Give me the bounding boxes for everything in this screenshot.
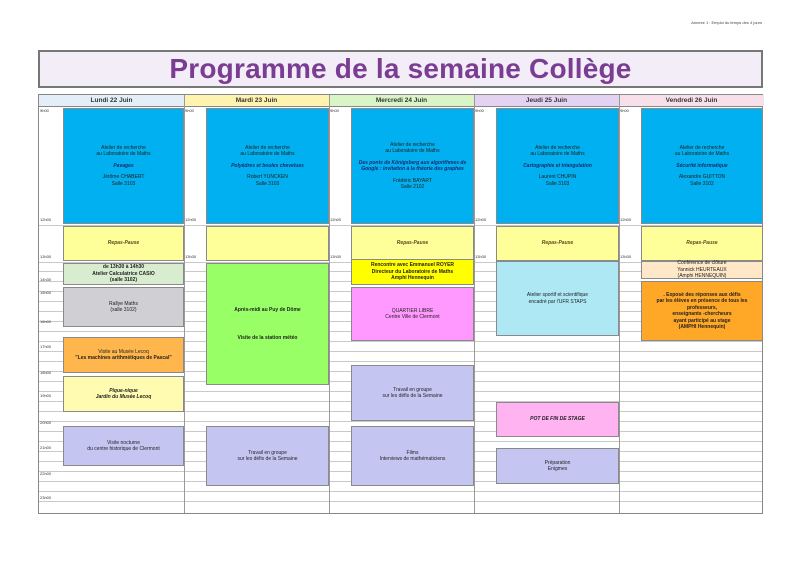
time-label-12h: 12h00 — [475, 217, 487, 222]
time-label-12h: 12h00 — [620, 217, 632, 222]
lunch-label: Repas-Pause — [107, 240, 140, 247]
night-visit-block — [63, 426, 184, 466]
speaker-name: Frédéric BAYART — [393, 177, 432, 184]
block-line: Travail en groupe — [393, 386, 432, 393]
time-label-13h30: 13h30 — [40, 254, 52, 259]
day-separator — [619, 95, 620, 513]
speaker-name: Laurent CHUPIN — [538, 174, 577, 181]
time-label-19h: 19h00 — [40, 393, 52, 398]
block-line: Atelier sportif et scientifique — [526, 292, 589, 298]
lunch-block-lundi — [63, 226, 184, 261]
group-work-block-mardi — [206, 426, 329, 486]
block-line: au Laboratoire de Maths — [530, 151, 585, 158]
block-line: QUARTIER LIBRE — [391, 307, 434, 314]
grid-line — [39, 491, 762, 492]
block-line: Atelier de recherche — [245, 144, 290, 151]
room-label: Salle 3102 — [690, 180, 714, 187]
page-title: Programme de la semaine Collège — [169, 53, 632, 84]
room-label: Salle 3103 — [255, 180, 280, 187]
workshop-topic: Sécurité informatique — [676, 162, 728, 169]
lunch-block-mardi — [206, 226, 329, 261]
end-party-block — [496, 402, 619, 437]
lunch-block-jeudi — [496, 226, 619, 261]
time-label-9h: 9h00 — [330, 108, 339, 113]
block-line: Visite nocturne — [107, 439, 140, 446]
block-line: encadré par l'UFR STAPS — [528, 298, 587, 305]
day-separator — [474, 95, 475, 513]
block-line: Directeur du Laboratoire de Maths — [371, 268, 454, 275]
block-line: sur les défis de la Semaine — [237, 456, 298, 462]
block-line: (salle 3102) — [110, 307, 137, 313]
time-label-13h30: 13h30 — [185, 254, 197, 259]
sport-workshop-block — [496, 261, 619, 336]
speaker-name: Alexandre GUITTON — [678, 174, 726, 181]
block-line: Atelier Calculatrice CASIO — [92, 270, 155, 277]
block-line: Visite de la station météo — [237, 335, 298, 341]
block-line: (Amphi HENNEQUIN) — [677, 273, 727, 280]
morning-block-mardi — [206, 108, 329, 224]
block-line: Pique-nique — [109, 387, 138, 394]
time-label-13h30: 13h30 — [330, 254, 342, 259]
casio-workshop-block — [63, 263, 184, 285]
time-label-23h: 23h00 — [40, 495, 52, 500]
speaker-name: Jérôme CHABERT — [102, 174, 145, 181]
block-line: Jardin du Musée Lecoq — [95, 394, 152, 400]
picnic-block — [63, 376, 184, 412]
block-line: du centre historique de Clermont — [87, 446, 160, 452]
time-label-18h: 18h00 — [40, 370, 52, 375]
morning-block-jeudi — [496, 108, 619, 224]
block-line: sur les défis de la Semaine — [382, 393, 443, 399]
time-label-13h30: 13h30 — [620, 254, 632, 259]
puy-de-dome-block — [206, 263, 329, 385]
royer-meeting-block — [351, 259, 474, 285]
time-label-9h: 9h00 — [620, 108, 629, 113]
free-time-block — [351, 287, 474, 341]
grid-line — [39, 501, 762, 502]
time-label-13h30: 13h30 — [475, 254, 487, 259]
lunch-label: Repas-Pause — [541, 240, 574, 247]
block-line: au Laboratoire de Maths — [240, 151, 295, 158]
morning-block-mercredi — [351, 108, 474, 224]
riddles-prep-block — [496, 448, 619, 484]
time-label-16h: 16h00 — [40, 319, 52, 324]
musee-block — [63, 337, 184, 373]
block-line: Rencontre avec Emmanuel ROYER — [370, 262, 455, 269]
lunch-block-vendredi — [641, 226, 763, 261]
speaker-name: Robert YUNCKEN — [247, 174, 288, 181]
block-line: de 13h30 à 14h30 — [102, 264, 145, 271]
morning-block-lundi — [63, 108, 184, 224]
schedule-grid — [38, 94, 763, 514]
time-label-9h: 9h00 — [185, 108, 194, 113]
time-label-15h: 15h00 — [40, 290, 52, 295]
title-banner — [38, 50, 763, 88]
time-label-9h: 9h00 — [475, 108, 484, 113]
block-line: Enigmes — [547, 466, 568, 472]
day-separator — [184, 95, 185, 513]
time-label-21h: 21h00 — [40, 445, 52, 450]
block-line: Atelier de recherche — [679, 144, 725, 151]
block-line: Conférence de clôture — [677, 260, 727, 267]
room-label: Salle 3103 — [545, 180, 570, 187]
workshop-topic: Pavages — [113, 162, 134, 169]
block-line: POT DE FIN DE STAGE — [530, 416, 585, 423]
time-label-14h30: 14h30 — [40, 277, 52, 282]
time-label-12h: 12h00 — [185, 217, 197, 222]
time-label-12h: 12h00 — [330, 217, 342, 222]
group-work-block-mercredi — [351, 365, 474, 421]
answers-presentation-block — [641, 281, 763, 341]
grid-line — [39, 106, 762, 107]
block-line: Centre Ville de Clermont — [385, 314, 440, 320]
time-label-12h: 12h00 — [40, 217, 52, 222]
time-label-17h: 17h00 — [40, 344, 52, 349]
block-line: Atelier de recherche — [390, 141, 435, 148]
day-header-jeudi: Jeudi 25 Juin — [525, 97, 568, 104]
block-line: Interviews de mathématiciens — [379, 456, 446, 462]
block-line: . Exposé des réponses aux défis — [663, 291, 741, 298]
block-line: au Laboratoire de Maths — [385, 148, 440, 154]
block-line: Atelier de recherche — [101, 144, 146, 151]
lunch-block-mercredi — [351, 226, 474, 261]
workshop-topic: Cartographie et triangulation — [523, 162, 592, 169]
block-line: au Laboratoire de Maths — [674, 151, 730, 158]
block-line: au Laboratoire de Maths — [96, 151, 151, 158]
block-line: Travail en groupe — [248, 449, 287, 456]
workshop-topic: Des ponts de Königsberg aux algorithmes de Google : invitation à la théorie des graphes — [358, 159, 467, 172]
block-line: ayant participé au stage — [673, 317, 731, 324]
block-line: "Les machines arithmétiques de Pascal" — [75, 355, 172, 361]
block-line: Préparation — [544, 459, 571, 466]
room-label: Salle 2102 — [400, 184, 425, 190]
time-label-9h: 9h00 — [40, 108, 49, 113]
annex-note: Annexe 1 : Emploi du temps des 4 jours — [691, 20, 762, 25]
grid-line — [39, 421, 762, 422]
block-line: Amphi Hennequin — [391, 275, 434, 282]
closing-talk-block — [641, 261, 763, 279]
block-line: par les élèves en présence de tous les — [656, 298, 748, 304]
rallye-block — [63, 287, 184, 327]
lunch-label: Repas-Pause — [396, 240, 429, 247]
workshop-topic: Polyèdres et boules chevelues — [231, 162, 304, 169]
block-line: Yannick HEURTEAUX — [677, 266, 727, 273]
films-block — [351, 426, 474, 486]
morning-block-vendredi — [641, 108, 763, 224]
block-line: professeurs, — [686, 304, 717, 311]
time-label-20h: 20h00 — [40, 420, 52, 425]
block-line: Après-midi au Puy de Dôme — [234, 306, 301, 313]
block-line: (AMPHI Hennequin) — [678, 324, 726, 330]
room-label: Salle 3103 — [111, 180, 136, 187]
day-header-mardi: Mardi 23 Juin — [235, 97, 278, 104]
lunch-label: Repas-Pause — [686, 240, 718, 247]
block-line: Rallye Maths — [109, 300, 138, 307]
block-line: Films — [406, 449, 419, 456]
day-header-lundi: Lundi 22 Juin — [90, 97, 133, 104]
block-line: enseignants -chercheurs — [672, 311, 732, 317]
day-header-mercredi: Mercredi 24 Juin — [375, 97, 428, 104]
block-line: Visite au Musée Lecoq — [98, 348, 149, 355]
block-line: Atelier de recherche — [535, 144, 580, 151]
day-separator — [329, 95, 330, 513]
time-label-22h: 22h00 — [40, 471, 52, 476]
block-line: (salle 3102) — [110, 277, 137, 284]
day-header-vendredi: Vendredi 26 Juin — [665, 97, 718, 104]
